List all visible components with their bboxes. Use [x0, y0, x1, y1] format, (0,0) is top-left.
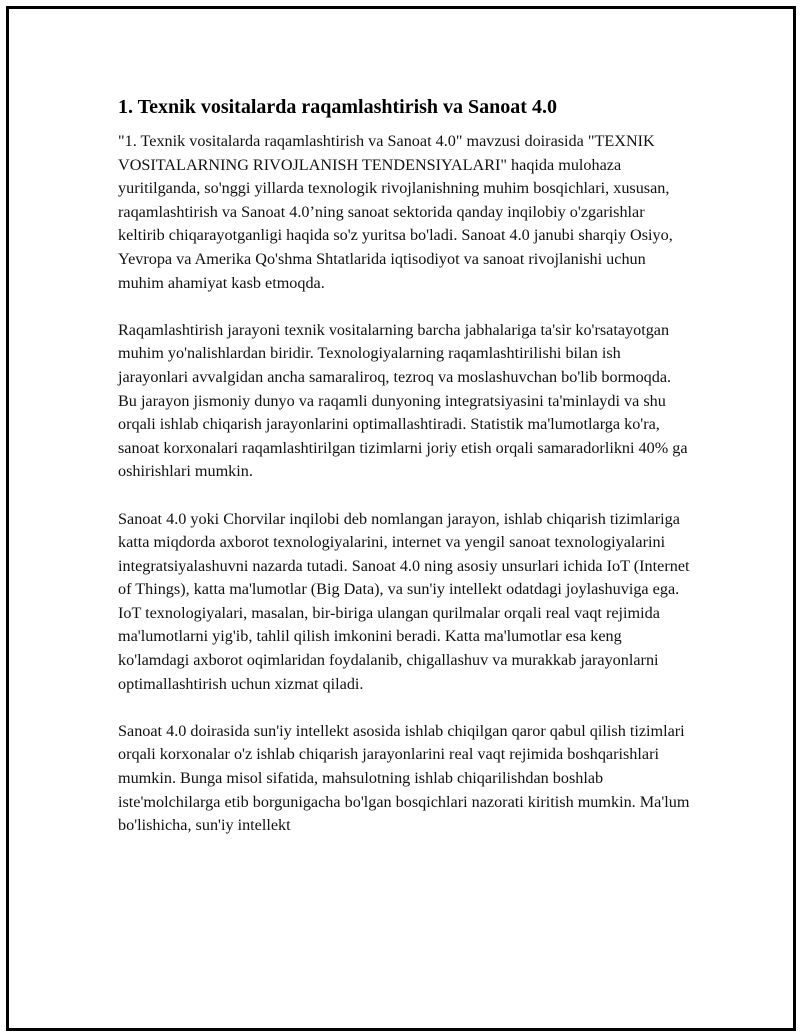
paragraph-4: Sanoat 4.0 doirasida sun'iy intellekt asosida ishlab chiqilgan qaror qabul qilish tizimlari orqali korxonalar o'z ishlab chiqarish jarayonlarini real vaqt rejimida boshqarishlari mumkin. Bunga misol sifatida, mahsulotning ishlab chiqarilishdan boshlab iste'molchilarga etib borgunigacha bo'lgan bosqichlari nazorati kiritish mumkin. Ma'lum bo'lishicha, sun'iy intellekt: [118, 721, 690, 835]
paragraph-1: "1. Texnik vositalarda raqamlashtirish va Sanoat 4.0" mavzusi doirasida "TEXNIK VOSITALARNING RIVOJLANISH TENDENSIYALARI" haqida mulohaza yuritilganda, so'nggi yillarda texnologik rivojlanishning muhim bosqichlari, xususan, raqamlashtirish va Sanoat 4.0’ning sanoat sektorida qanday inqilobiy o'zgarishlar keltirib chiqarayotganligi haqida so'z yuritsa bo'ladi. Sanoat 4.0 janubi sharqiy Osiyo, Yevropa va Amerika Qo'shma Shtatlarida iqtisodiyot va sanoat rivojlanishi uchun muhim ahamiyat kasb etmoqda.: [118, 132, 673, 292]
section-heading: 1. Texnik vositalarda raqamlashtirish va Sanoat 4.0: [118, 96, 557, 118]
paragraph-2: Raqamlashtirish jarayoni texnik vositalarning barcha jabhalariga ta'sir ko'rsatayotgan muhim yo'nalishlardan biridir. Texnologiyalarning raqamlashtirilishi bilan ish jarayonlari avvalgidan ancha samaraliroq, tezroq va moslashuvchan bo'lib bormoqda. Bu jarayon jismoniy dunyo va raqamli dunyoning integratsiyasini ta'minlaydi va shu orqali ishlab chiqarish jarayonlarini optimallashtiradi. Statistik ma'lumotlarga ko'ra, sanoat korxonalari raqamlashtirilgan tizimlarni joriy etish orqali samaradorlikni 40% ga oshirishlari mumkin.: [118, 320, 688, 481]
paragraph-3: Sanoat 4.0 yoki Chorvilar inqilobi deb nomlangan jarayon, ishlab chiqarish tizimlariga katta miqdorda axborot texnologiyalarini, internet va yengil sanoat texnologiyalarini integratsiyalashuvni nazarda tutadi. Sanoat 4.0 ning asosiy unsurlari ichida IoT (Internet of Things), katta ma'lumotlar (Big Data), va sun'iy intellekt odatdagi joylashuviga ega. IoT texnologiyalari, masalan, bir-biriga ulangan qurilmalar orqali real vaqt rejimida ma'lumotlarni yig'ib, tahlil qilish imkonini beradi. Katta ma'lumotlar esa keng ko'lamdagi axborot oqimlaridan foydalanib, chigallashuv va murakkab jarayonlarni optimallashtirish uchun xizmat qiladi.: [118, 509, 690, 693]
document-body: [118, 94, 690, 861]
